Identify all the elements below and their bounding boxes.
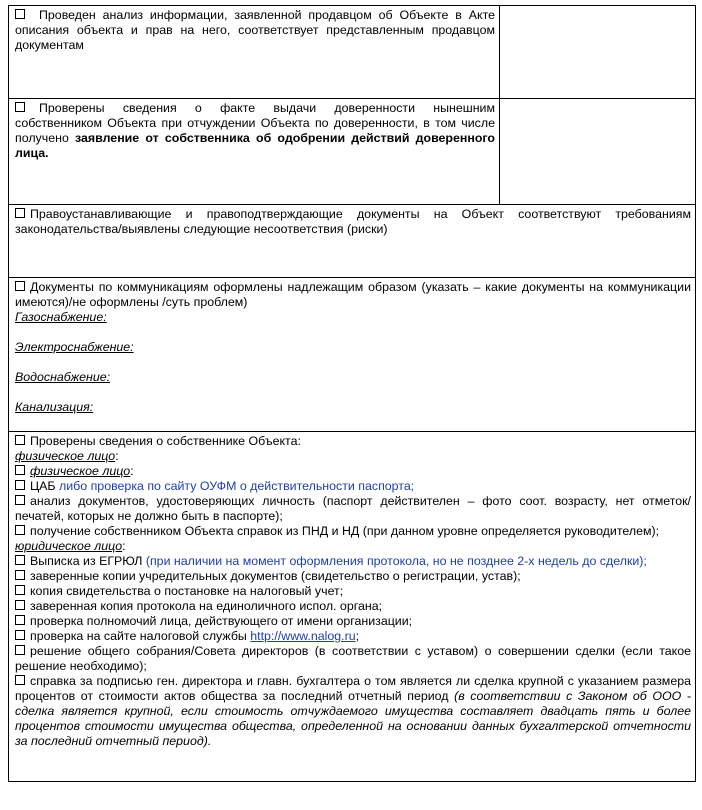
checkbox-icon[interactable] xyxy=(15,495,25,505)
electric-label: Электроснабжение: xyxy=(15,340,134,354)
checkbox-icon[interactable] xyxy=(15,102,25,112)
row-poa-notes xyxy=(500,99,696,205)
row-utilities xyxy=(9,278,696,432)
checkbox-icon[interactable] xyxy=(15,675,25,685)
row-title-docs-text: Правоустанавливающие и правоподтверждающие документы на Объект соответствуют требованиям законодательства/выявлены следующие несоответствия (риски) xyxy=(9,205,696,278)
checkbox-icon[interactable] xyxy=(15,435,25,445)
sewer-label: Канализация: xyxy=(15,400,94,414)
checklist-table xyxy=(8,5,696,782)
checkbox-icon[interactable] xyxy=(15,9,25,19)
checkbox-icon[interactable] xyxy=(15,630,25,640)
checkbox-icon[interactable] xyxy=(15,208,25,218)
checkbox-icon[interactable] xyxy=(15,525,25,535)
row-seller-info-notes xyxy=(500,6,696,99)
checkbox-icon[interactable] xyxy=(15,555,25,565)
row-utilities-text: Документы по коммуникациям оформлены надлежащим образом (указать – какие документы на коммуникации имеются)/не оформлены /суть проблем) Газоснабжение: Электроснабжение: Водоснабжение: Канализация: xyxy=(9,278,696,432)
nalog-link[interactable]: http://www.nalog.ru xyxy=(250,629,356,643)
row-title-docs xyxy=(9,205,696,278)
checkbox-icon[interactable] xyxy=(15,465,25,475)
checkbox-icon[interactable] xyxy=(15,600,25,610)
document xyxy=(8,5,696,782)
row-owner-check-text: Проверены сведения о собственнике Объекта: физическое лицо: физическое лицо: ЦАБ либо проверка по сайту ОУФМ о действительности паспорта; анализ документов, удостоверяющих личность (паспорт действителен – фото соот. возрасту, нет отметок/печатей, которых не должно быть в паспорте); получение собственником Объекта справок из ПНД и НД (при данном уровне определяется руководителем); юридическое лицо: Выписка из ЕГРЮЛ (при наличии на момент оформления протокола, но не позднее 2-х недель до сделки); заверенные копии учредительных документов (свидетельство о регистрации, устав); копия свидетельства о постановке на налоговый учет; заверенная копия протокола на единоличного испол. органа; проверка полномочий лица, действующего от имени организации; проверка на сайте налоговой службы http://www.nalog.ru; решение общего собрания/Совета директоров (в соответствии с уставом) о совершении сделки (если такое решение необходимо); справка за подписью ген. директора и главн. бухгалтера о том является ли сделка крупной с указанием размера процентов от стоимости актов общества за последний отчетный период (в соответствии с Законом об ООО - сделка является крупной, если стоимость отчуждаемого имущества составляет двадцать пять и более процентов стоимости имущества общества, определенной на основании данных бухгалтерской отчетности за последний отчетный период). xyxy=(9,432,696,782)
row-poa-text: Проверены сведения о факте выдачи доверенности нынешним собственником Объекта при отчуждении Объекта по доверенности, в том числе получено заявление от собственника об одобрении действий доверенного лица. xyxy=(9,99,500,205)
row-seller-info xyxy=(9,6,696,99)
checkbox-icon[interactable] xyxy=(15,585,25,595)
checkbox-icon[interactable] xyxy=(15,615,25,625)
individual-heading: физическое лицо xyxy=(15,449,116,463)
legal-heading: юридическое лицо xyxy=(15,539,123,553)
gas-label: Газоснабжение: xyxy=(15,310,107,324)
row-seller-info-text: Проведен анализ информации, заявленной продавцом об Объекте в Акте описания объекта и прав на него, соответствует представленным продавцом документам xyxy=(9,6,500,99)
checkbox-icon[interactable] xyxy=(15,281,25,291)
checkbox-icon[interactable] xyxy=(15,645,25,655)
checkbox-icon[interactable] xyxy=(15,570,25,580)
water-label: Водоснабжение: xyxy=(15,370,111,384)
checkbox-icon[interactable] xyxy=(15,480,25,490)
row-power-of-attorney xyxy=(9,99,696,205)
row-owner-check xyxy=(9,432,696,782)
